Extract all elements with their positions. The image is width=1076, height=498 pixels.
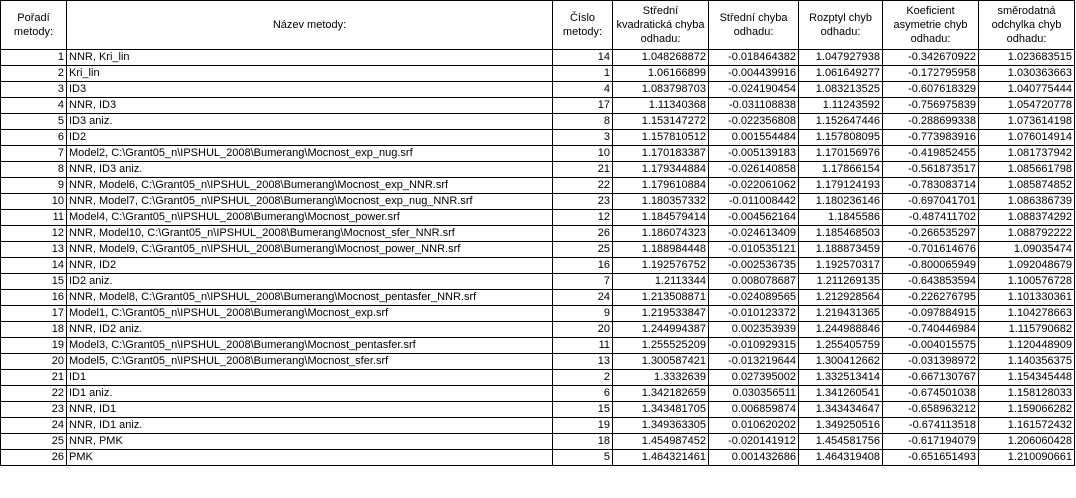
cell-skewness[interactable]: -0.674501038: [883, 386, 979, 402]
cell-mean-error[interactable]: 0.008078687: [709, 274, 799, 290]
cell-std-dev[interactable]: 1.086386739: [979, 194, 1075, 210]
cell-order[interactable]: 11: [1, 210, 67, 226]
cell-mean-error[interactable]: -0.010535121: [709, 242, 799, 258]
header-std-dev[interactable]: směrodatná odchylka chyb odhadu:: [979, 1, 1075, 50]
table-row: [1, 354, 1075, 370]
cell-rmse[interactable]: 1.170183387: [613, 146, 709, 162]
cell-name[interactable]: NNR, ID1: [67, 402, 553, 418]
cell-skewness[interactable]: -0.288699338: [883, 114, 979, 130]
table-row: [1, 434, 1075, 450]
header-skewness[interactable]: Koeficient asymetrie chyb odhadu:: [883, 1, 979, 50]
header-row: [1, 1, 1075, 50]
cell-rmse[interactable]: 1.255525209: [613, 338, 709, 354]
cell-rmse[interactable]: 1.3332639: [613, 370, 709, 386]
cell-std-dev[interactable]: 1.030363663: [979, 66, 1075, 82]
cell-variance[interactable]: 1.454581756: [799, 434, 883, 450]
cell-std-dev[interactable]: 1.040775444: [979, 82, 1075, 98]
cell-mean-error[interactable]: -0.010929315: [709, 338, 799, 354]
cell-mean-error[interactable]: -0.018464382: [709, 50, 799, 66]
cell-rmse[interactable]: 1.11340368: [613, 98, 709, 114]
cell-number[interactable]: 12: [553, 210, 613, 226]
cell-std-dev[interactable]: 1.104278663: [979, 306, 1075, 322]
cell-number[interactable]: 10: [553, 146, 613, 162]
cell-number[interactable]: 18: [553, 434, 613, 450]
cell-mean-error[interactable]: 0.010620202: [709, 418, 799, 434]
cell-name[interactable]: ID3: [67, 82, 553, 98]
cell-std-dev[interactable]: 1.054720778: [979, 98, 1075, 114]
cell-variance[interactable]: 1.1845586: [799, 210, 883, 226]
cell-std-dev[interactable]: 1.081737942: [979, 146, 1075, 162]
cell-variance[interactable]: 1.180236146: [799, 194, 883, 210]
cell-skewness[interactable]: -0.740446984: [883, 322, 979, 338]
cell-number[interactable]: 24: [553, 290, 613, 306]
cell-skewness[interactable]: -0.561873517: [883, 162, 979, 178]
cell-number[interactable]: 4: [553, 82, 613, 98]
cell-name[interactable]: NNR, PMK: [67, 434, 553, 450]
cell-skewness[interactable]: -0.487411702: [883, 210, 979, 226]
cell-variance[interactable]: 1.061649277: [799, 66, 883, 82]
cell-mean-error[interactable]: 0.006859874: [709, 402, 799, 418]
cell-mean-error[interactable]: -0.020141912: [709, 434, 799, 450]
cell-order[interactable]: 22: [1, 386, 67, 402]
cell-order[interactable]: 20: [1, 354, 67, 370]
cell-name[interactable]: Model4, C:\Grant05_n\IPSHUL_2008\Bumerang\Mocnost_power.srf: [67, 210, 553, 226]
cell-order[interactable]: 15: [1, 274, 67, 290]
cell-name[interactable]: NNR, ID2 aniz.: [67, 322, 553, 338]
table-row: [1, 274, 1075, 290]
cell-variance[interactable]: 1.244988846: [799, 322, 883, 338]
cell-std-dev[interactable]: 1.158128033: [979, 386, 1075, 402]
cell-variance[interactable]: 1.341260541: [799, 386, 883, 402]
cell-mean-error[interactable]: 0.030356511: [709, 386, 799, 402]
cell-skewness[interactable]: -0.773983916: [883, 130, 979, 146]
cell-order[interactable]: 25: [1, 434, 67, 450]
cell-name[interactable]: NNR, Kri_lin: [67, 50, 553, 66]
cell-rmse[interactable]: 1.083798703: [613, 82, 709, 98]
cell-order[interactable]: 3: [1, 82, 67, 98]
cell-name[interactable]: NNR, ID2: [67, 258, 553, 274]
cell-number[interactable]: 23: [553, 194, 613, 210]
cell-variance[interactable]: 1.255405759: [799, 338, 883, 354]
cell-name[interactable]: ID3 aniz.: [67, 114, 553, 130]
cell-number[interactable]: 11: [553, 338, 613, 354]
cell-variance[interactable]: 1.464319408: [799, 450, 883, 466]
cell-skewness[interactable]: -0.004015575: [883, 338, 979, 354]
cell-rmse[interactable]: 1.244994387: [613, 322, 709, 338]
cell-mean-error[interactable]: 0.001554484: [709, 130, 799, 146]
cell-number[interactable]: 1: [553, 66, 613, 82]
cell-number[interactable]: 19: [553, 418, 613, 434]
cell-mean-error[interactable]: 0.027395002: [709, 370, 799, 386]
table-row: [1, 418, 1075, 434]
cell-skewness[interactable]: -0.783083714: [883, 178, 979, 194]
cell-rmse[interactable]: 1.186074323: [613, 226, 709, 242]
cell-rmse[interactable]: 1.343481705: [613, 402, 709, 418]
cell-mean-error[interactable]: -0.002536735: [709, 258, 799, 274]
cell-skewness[interactable]: -0.607618329: [883, 82, 979, 98]
cell-mean-error[interactable]: -0.031108838: [709, 98, 799, 114]
cell-rmse[interactable]: 1.2113344: [613, 274, 709, 290]
cell-variance[interactable]: 1.047927938: [799, 50, 883, 66]
table-row: [1, 242, 1075, 258]
cell-skewness[interactable]: -0.667130767: [883, 370, 979, 386]
table-row: [1, 98, 1075, 114]
table-row: [1, 386, 1075, 402]
cell-number[interactable]: 13: [553, 354, 613, 370]
cell-std-dev[interactable]: 1.085874852: [979, 178, 1075, 194]
cell-skewness[interactable]: -0.658963212: [883, 402, 979, 418]
cell-order[interactable]: 4: [1, 98, 67, 114]
cell-name[interactable]: Model1, C:\Grant05_n\IPSHUL_2008\Bumerang\Mocnost_exp.srf: [67, 306, 553, 322]
cell-order[interactable]: 23: [1, 402, 67, 418]
cell-skewness[interactable]: -0.800065949: [883, 258, 979, 274]
cell-order[interactable]: 10: [1, 194, 67, 210]
cell-std-dev[interactable]: 1.076014914: [979, 130, 1075, 146]
cell-rmse[interactable]: 1.048268872: [613, 50, 709, 66]
cell-rmse[interactable]: 1.06166899: [613, 66, 709, 82]
cell-number[interactable]: 26: [553, 226, 613, 242]
cell-name[interactable]: ID2: [67, 130, 553, 146]
cell-std-dev[interactable]: 1.100576728: [979, 274, 1075, 290]
cell-mean-error[interactable]: -0.024089565: [709, 290, 799, 306]
cell-order[interactable]: 12: [1, 226, 67, 242]
cell-mean-error[interactable]: -0.024190454: [709, 82, 799, 98]
cell-order[interactable]: 24: [1, 418, 67, 434]
cell-order[interactable]: 26: [1, 450, 67, 466]
cell-std-dev[interactable]: 1.088792222: [979, 226, 1075, 242]
cell-name[interactable]: Model3, C:\Grant05_n\IPSHUL_2008\Bumerang\Mocnost_pentasfer.srf: [67, 338, 553, 354]
cell-order[interactable]: 17: [1, 306, 67, 322]
cell-variance[interactable]: 1.219431365: [799, 306, 883, 322]
cell-rmse[interactable]: 1.300587421: [613, 354, 709, 370]
cell-variance[interactable]: 1.343434647: [799, 402, 883, 418]
cell-rmse[interactable]: 1.188984448: [613, 242, 709, 258]
cell-name[interactable]: ID1: [67, 370, 553, 386]
header-mean-error[interactable]: Střední chyba odhadu:: [709, 1, 799, 50]
table-row: [1, 178, 1075, 194]
cell-number[interactable]: 6: [553, 386, 613, 402]
cell-name[interactable]: NNR, Model7, C:\Grant05_n\IPSHUL_2008\Bumerang\Mocnost_exp_nug_NNR.srf: [67, 194, 553, 210]
cell-rmse[interactable]: 1.342182659: [613, 386, 709, 402]
cell-order[interactable]: 5: [1, 114, 67, 130]
cell-mean-error[interactable]: -0.024613409: [709, 226, 799, 242]
cell-name[interactable]: NNR, ID3: [67, 98, 553, 114]
cell-variance[interactable]: 1.188873459: [799, 242, 883, 258]
cell-mean-error[interactable]: -0.004439916: [709, 66, 799, 82]
table-row: [1, 50, 1075, 66]
cell-number[interactable]: 25: [553, 242, 613, 258]
cell-rmse[interactable]: 1.179610884: [613, 178, 709, 194]
cell-skewness[interactable]: -0.031398972: [883, 354, 979, 370]
cell-mean-error[interactable]: -0.022356808: [709, 114, 799, 130]
cell-mean-error[interactable]: -0.010123372: [709, 306, 799, 322]
cell-variance[interactable]: 1.152647446: [799, 114, 883, 130]
cell-mean-error[interactable]: -0.022061062: [709, 178, 799, 194]
cell-number[interactable]: 8: [553, 114, 613, 130]
cell-variance[interactable]: 1.211269135: [799, 274, 883, 290]
cell-number[interactable]: 5: [553, 450, 613, 466]
cell-std-dev[interactable]: 1.140356375: [979, 354, 1075, 370]
table-row: [1, 114, 1075, 130]
table-row: [1, 162, 1075, 178]
cell-std-dev[interactable]: 1.115790682: [979, 322, 1075, 338]
cell-skewness[interactable]: -0.651651493: [883, 450, 979, 466]
table-row: [1, 370, 1075, 386]
cell-skewness[interactable]: -0.226276795: [883, 290, 979, 306]
cell-variance[interactable]: 1.179124193: [799, 178, 883, 194]
table-row: [1, 66, 1075, 82]
cell-order[interactable]: 7: [1, 146, 67, 162]
cell-order[interactable]: 21: [1, 370, 67, 386]
cell-std-dev[interactable]: 1.023683515: [979, 50, 1075, 66]
cell-variance[interactable]: 1.170156976: [799, 146, 883, 162]
cell-mean-error[interactable]: -0.005139183: [709, 146, 799, 162]
cell-rmse[interactable]: 1.219533847: [613, 306, 709, 322]
cell-variance[interactable]: 1.11243592: [799, 98, 883, 114]
cell-std-dev[interactable]: 1.101330361: [979, 290, 1075, 306]
cell-mean-error[interactable]: -0.026140858: [709, 162, 799, 178]
cell-std-dev[interactable]: 1.161572432: [979, 418, 1075, 434]
cell-skewness[interactable]: -0.674113518: [883, 418, 979, 434]
cell-std-dev[interactable]: 1.073614198: [979, 114, 1075, 130]
cell-name[interactable]: Kri_lin: [67, 66, 553, 82]
cell-number[interactable]: 20: [553, 322, 613, 338]
cell-number[interactable]: 14: [553, 50, 613, 66]
cell-name[interactable]: NNR, Model10, C:\Grant05_n\IPSHUL_2008\Bumerang\Mocnost_sfer_NNR.srf: [67, 226, 553, 242]
cell-name[interactable]: Model5, C:\Grant05_n\IPSHUL_2008\Bumerang\Mocnost_sfer.srf: [67, 354, 553, 370]
table-row: [1, 194, 1075, 210]
table-row: [1, 258, 1075, 274]
cell-skewness[interactable]: -0.756975839: [883, 98, 979, 114]
cell-rmse[interactable]: 1.454987452: [613, 434, 709, 450]
cell-rmse[interactable]: 1.180357332: [613, 194, 709, 210]
cell-name[interactable]: NNR, Model8, C:\Grant05_n\IPSHUL_2008\Bumerang\Mocnost_pentasfer_NNR.srf: [67, 290, 553, 306]
table-row: [1, 402, 1075, 418]
cell-skewness[interactable]: -0.617194079: [883, 434, 979, 450]
cell-order[interactable]: 6: [1, 130, 67, 146]
cell-number[interactable]: 9: [553, 306, 613, 322]
cell-order[interactable]: 1: [1, 50, 67, 66]
cell-mean-error[interactable]: -0.013219644: [709, 354, 799, 370]
cell-std-dev[interactable]: 1.120448909: [979, 338, 1075, 354]
cell-skewness[interactable]: -0.172795958: [883, 66, 979, 82]
cell-order[interactable]: 14: [1, 258, 67, 274]
table-row: [1, 322, 1075, 338]
table-row: [1, 338, 1075, 354]
cell-name[interactable]: ID2 aniz.: [67, 274, 553, 290]
cell-std-dev[interactable]: 1.092048679: [979, 258, 1075, 274]
cell-variance[interactable]: 1.192570317: [799, 258, 883, 274]
cell-name[interactable]: NNR, ID1 aniz.: [67, 418, 553, 434]
cell-skewness[interactable]: -0.419852455: [883, 146, 979, 162]
cell-variance[interactable]: 1.349250516: [799, 418, 883, 434]
cell-variance[interactable]: 1.157808095: [799, 130, 883, 146]
cell-order[interactable]: 13: [1, 242, 67, 258]
cell-std-dev[interactable]: 1.154345448: [979, 370, 1075, 386]
cell-rmse[interactable]: 1.179344884: [613, 162, 709, 178]
cell-rmse[interactable]: 1.464321461: [613, 450, 709, 466]
header-rmse[interactable]: Střední kvadratická chyba odhadu:: [613, 1, 709, 50]
cell-mean-error[interactable]: -0.004562164: [709, 210, 799, 226]
cell-name[interactable]: Model2, C:\Grant05_n\IPSHUL_2008\Bumerang\Mocnost_exp_nug.srf: [67, 146, 553, 162]
cell-number[interactable]: 22: [553, 178, 613, 194]
cell-rmse[interactable]: 1.192576752: [613, 258, 709, 274]
cell-number[interactable]: 21: [553, 162, 613, 178]
cell-variance[interactable]: 1.185468503: [799, 226, 883, 242]
table-row: [1, 130, 1075, 146]
table-body: [1, 50, 1075, 466]
cell-rmse[interactable]: 1.153147272: [613, 114, 709, 130]
cell-rmse[interactable]: 1.213508871: [613, 290, 709, 306]
table-row: [1, 82, 1075, 98]
cell-rmse[interactable]: 1.157810512: [613, 130, 709, 146]
cell-number[interactable]: 15: [553, 402, 613, 418]
cell-variance[interactable]: 1.17866154: [799, 162, 883, 178]
cell-number[interactable]: 2: [553, 370, 613, 386]
cell-name[interactable]: ID1 aniz.: [67, 386, 553, 402]
cell-mean-error[interactable]: -0.011008442: [709, 194, 799, 210]
cell-name[interactable]: NNR, ID3 aniz.: [67, 162, 553, 178]
cell-std-dev[interactable]: 1.085661798: [979, 162, 1075, 178]
cell-number[interactable]: 16: [553, 258, 613, 274]
table-row: [1, 146, 1075, 162]
cell-variance[interactable]: 1.083213525: [799, 82, 883, 98]
cell-skewness[interactable]: -0.697041701: [883, 194, 979, 210]
cell-name[interactable]: PMK: [67, 450, 553, 466]
cell-std-dev[interactable]: 1.159066282: [979, 402, 1075, 418]
header-variance[interactable]: Rozptyl chyb odhadu:: [799, 1, 883, 50]
cell-std-dev[interactable]: 1.09035474: [979, 242, 1075, 258]
cell-mean-error[interactable]: 0.001432686: [709, 450, 799, 466]
cell-rmse[interactable]: 1.184579414: [613, 210, 709, 226]
cell-order[interactable]: 18: [1, 322, 67, 338]
cell-skewness[interactable]: -0.643853594: [883, 274, 979, 290]
cell-skewness[interactable]: -0.266535297: [883, 226, 979, 242]
cell-variance[interactable]: 1.300412662: [799, 354, 883, 370]
header-order[interactable]: Pořadí metody:: [1, 1, 67, 50]
cell-skewness[interactable]: -0.701614676: [883, 242, 979, 258]
cell-number[interactable]: 3: [553, 130, 613, 146]
cell-mean-error[interactable]: 0.002353939: [709, 322, 799, 338]
header-name[interactable]: Název metody:: [67, 1, 553, 50]
cell-order[interactable]: 16: [1, 290, 67, 306]
cell-order[interactable]: 19: [1, 338, 67, 354]
cell-number[interactable]: 17: [553, 98, 613, 114]
header-number[interactable]: Číslo metody:: [553, 1, 613, 50]
table-row: [1, 450, 1075, 466]
cell-std-dev[interactable]: 1.206060428: [979, 434, 1075, 450]
cell-order[interactable]: 9: [1, 178, 67, 194]
table-row: [1, 306, 1075, 322]
cell-skewness[interactable]: -0.342670922: [883, 50, 979, 66]
cell-name[interactable]: NNR, Model9, C:\Grant05_n\IPSHUL_2008\Bumerang\Mocnost_power_NNR.srf: [67, 242, 553, 258]
cell-std-dev[interactable]: 1.088374292: [979, 210, 1075, 226]
cell-std-dev[interactable]: 1.210090661: [979, 450, 1075, 466]
cell-number[interactable]: 7: [553, 274, 613, 290]
cell-order[interactable]: 2: [1, 66, 67, 82]
cell-variance[interactable]: 1.332513414: [799, 370, 883, 386]
cell-name[interactable]: NNR, Model6, C:\Grant05_n\IPSHUL_2008\Bumerang\Mocnost_exp_NNR.srf: [67, 178, 553, 194]
table-row: [1, 290, 1075, 306]
table-row: [1, 210, 1075, 226]
cell-variance[interactable]: 1.212928564: [799, 290, 883, 306]
table-row: [1, 226, 1075, 242]
cell-skewness[interactable]: -0.097884915: [883, 306, 979, 322]
cell-order[interactable]: 8: [1, 162, 67, 178]
cell-rmse[interactable]: 1.349363305: [613, 418, 709, 434]
